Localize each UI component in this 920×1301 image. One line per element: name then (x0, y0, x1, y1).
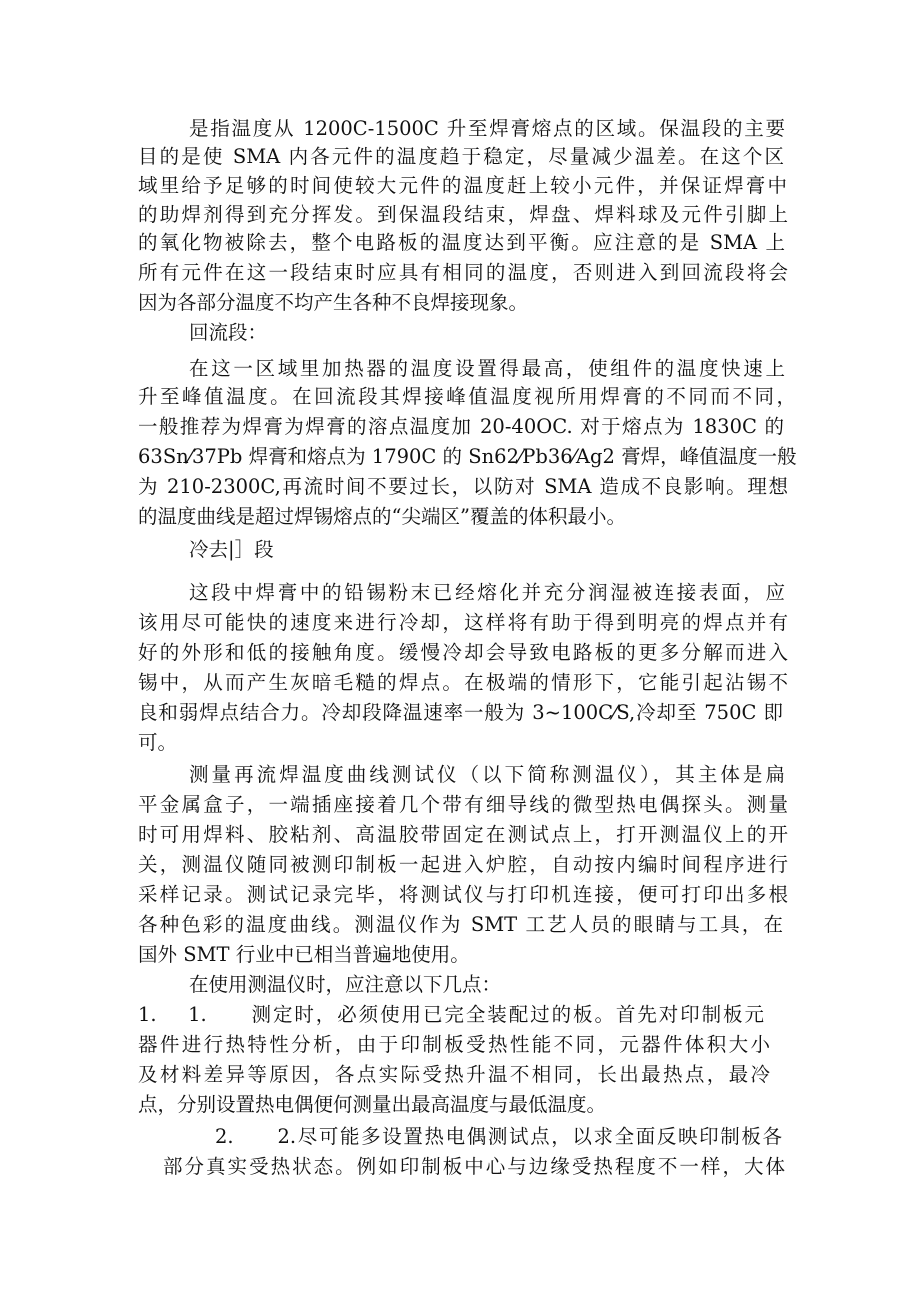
text-line: 目的是使 SMA 内各元件的温度趋于稳定，尽量减少温差。在这个区 (138, 145, 784, 168)
text-line: 一般推荐为焊膏为焊膏的溶点温度加 20-40OC. 对于熔点为 1830C 的 (138, 415, 784, 438)
text-line: 为 210-2300C,再流时间不要过长，以防对 SMA 造成不良影响。理想 (138, 475, 788, 498)
text-line: 国外 SMT 行业中已相当普遍地使用。 (138, 943, 470, 966)
text-line: 测量再流焊温度曲线测试仪（以下简称测温仪），其主体是扁 (189, 763, 785, 786)
text-line: 时可用焊料、胶粘剂、高温胶带固定在测试点上，打开测温仪上的开 (138, 823, 788, 846)
text-line: 63Sn⁄37Pb 焊膏和熔点为 1790C 的 Sn62⁄Pb36⁄Ag2 膏焊，峰值温度一般 (138, 445, 797, 468)
text-line: 锡中，从而产生灰暗毛糙的焊点。在极端的情形下，它能引起沾锡不 (138, 671, 788, 694)
text-line: 升至峰值温度。在回流段其焊接峰值温度视所用焊膏的不同而不同， (138, 385, 796, 408)
text-line: 各种色彩的温度曲线。测温仪作为 SMT 工艺人员的眼睛与工具，在 (138, 913, 783, 936)
text-line: 点，分别设置热电偶便何测量出最高温度与最低温度。 (138, 1093, 607, 1116)
text-line: 采样记录。测试记录完毕，将测试仪与打印机连接，便可打印出多根 (138, 883, 788, 906)
text-line: 因为各部分温度不均产生各种不良焊接现象。 (138, 291, 529, 314)
section-heading: 冷去|］段 (189, 538, 274, 561)
text-line: 器件进行热特性分析，由于印制板受热性能不同，元器件体积大小 (138, 1033, 770, 1056)
text-line: 的助焊剂得到充分挥发。到保温段结束，焊盘、焊料球及元件引脚上 (138, 203, 788, 226)
section-heading: 回流段： (189, 321, 268, 344)
text-line: 部分真实受热状态。例如印制板中心与边缘受热程度不一样，大体 (163, 1155, 785, 1178)
text-line: 在这一区域里加热器的温度设置得最高，使组件的温度快速上 (189, 357, 785, 380)
text-line: 良和弱焊点结合力。冷却段降温速率一般为 3~100C⁄S,冷却至 750C 即 (138, 701, 783, 724)
text-line: 这段中焊膏中的铅锡粉末已经熔化并充分润湿被连接表面，应 (189, 581, 785, 604)
text-line: 及材料差异等原因，各点实际受热升温不相同，长出最热点，最冷 (138, 1063, 770, 1086)
list-item: 1. 1. 测定时，必须使用已完全装配过的板。首先对印制板元 (138, 1003, 764, 1026)
text-line: 的氧化物被除去，整个电路板的温度达到平衡。应注意的是 SMA 上 (138, 231, 785, 254)
text-line: 好的外形和低的接触角度。缓慢冷却会导致电路板的更多分解而进入 (138, 641, 788, 664)
text-line: 可。 (138, 731, 178, 754)
text-line: 的温度曲线是超过焊锡熔点的“尖端区”覆盖的体积最小。 (138, 505, 626, 528)
text-line: 关，测温仪随同被测印制板一起进入炉腔，自动按内编时间程序进行 (138, 853, 788, 876)
text-line: 所有元件在这一段结束时应具有相同的温度，否则进入到回流段将会 (138, 261, 788, 284)
text-line: 在使用测温仪时，应注意以下几点： (189, 973, 502, 996)
text-line: 该用尽可能快的速度来进行冷却，这样将有助于得到明亮的焊点并有 (138, 611, 788, 634)
text-line: 域里给予足够的时间使较大元件的温度赶上较小元件，并保证焊膏中 (138, 174, 787, 197)
text-line: 平金属盒子，一端插座接着几个带有细导线的微型热电偶探头。测量 (138, 793, 788, 816)
list-item: 2. 2.尽可能多设置热电偶测试点，以求全面反映印制板各 (215, 1125, 782, 1148)
text-line: 是指温度从 1200C-1500C 升至焊膏熔点的区域。保温段的主要 (189, 117, 785, 140)
